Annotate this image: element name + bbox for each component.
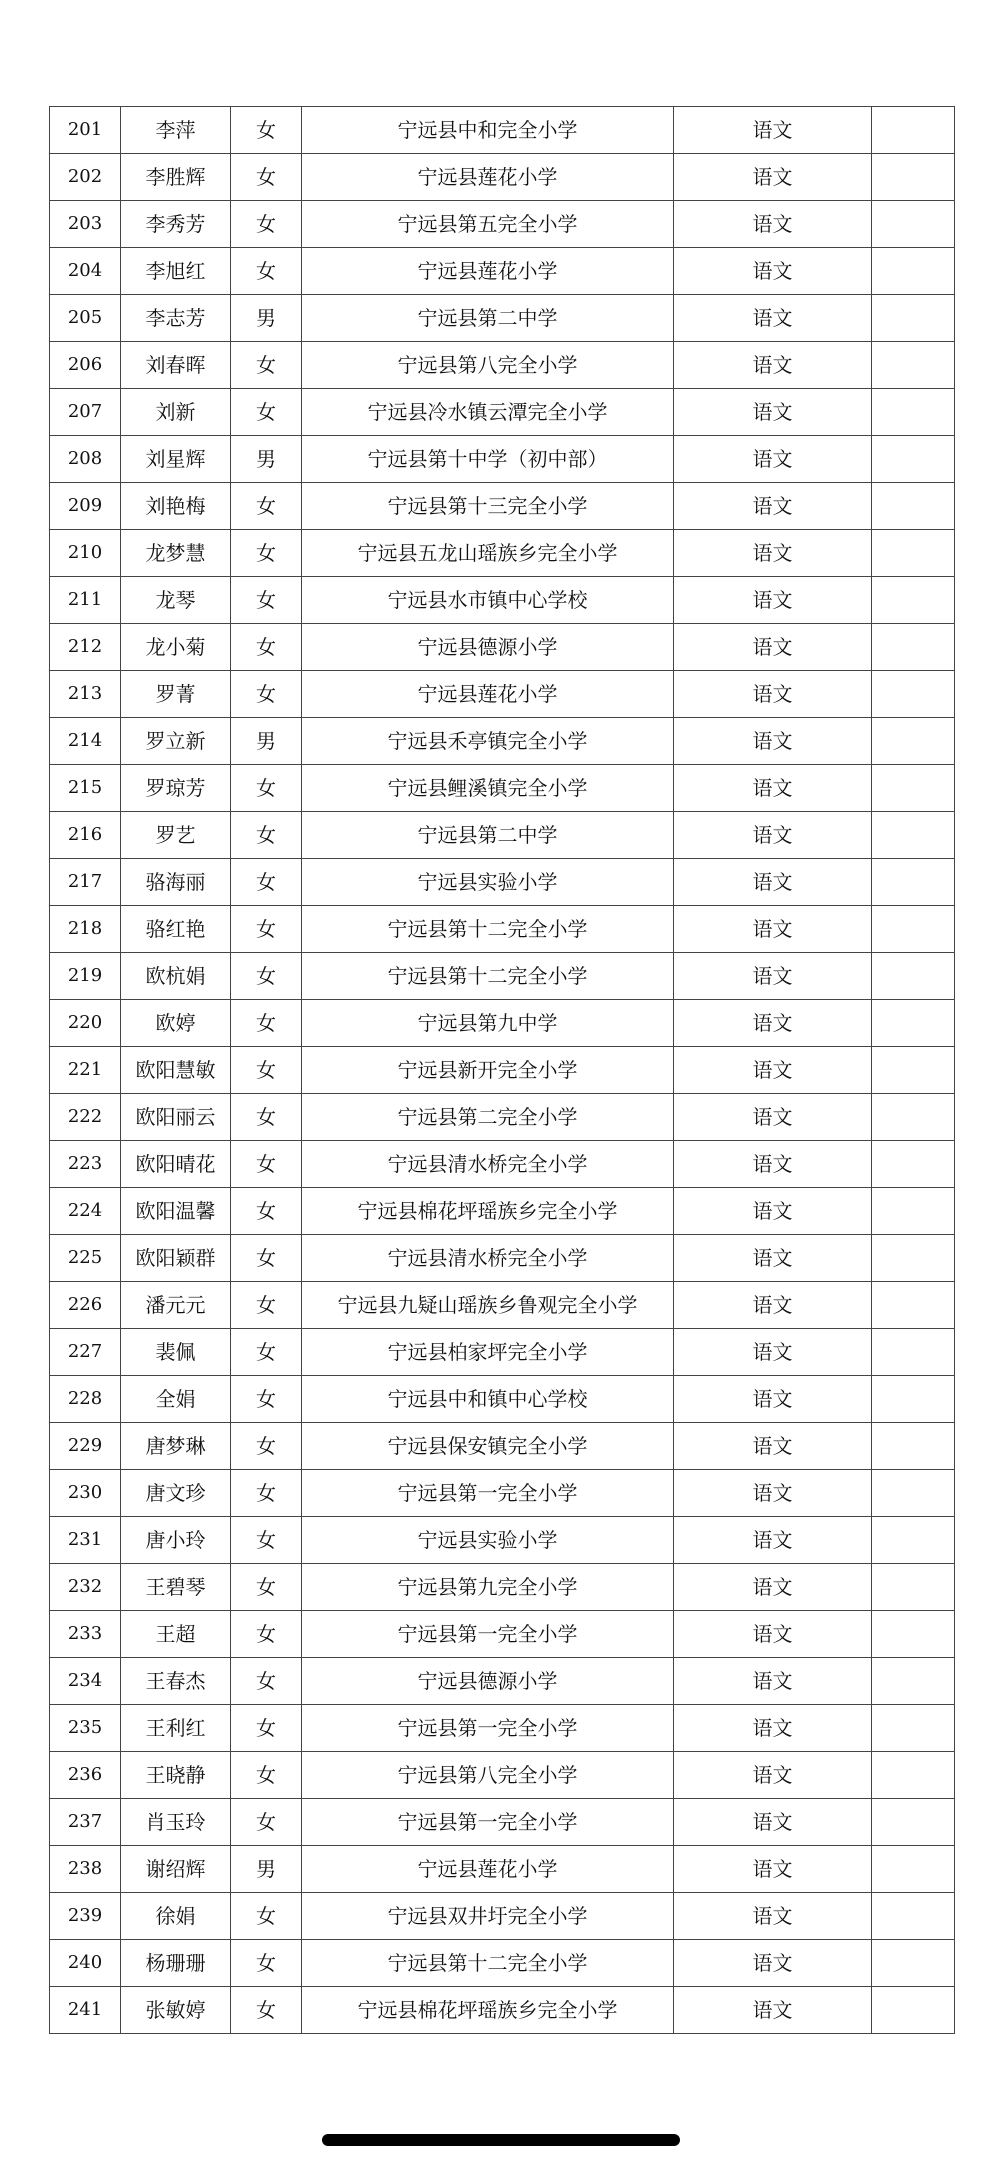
name-cell: 罗立新 [121,718,231,765]
table-row [50,1329,955,1376]
remark-cell [872,1611,955,1658]
subject-cell: 语文 [674,1282,872,1329]
subject-cell: 语文 [674,577,872,624]
gender-cell: 女 [231,1658,302,1705]
gender-cell: 女 [231,1423,302,1470]
name-cell: 唐梦琳 [121,1423,231,1470]
table-row [50,483,955,530]
gender-cell: 女 [231,107,302,154]
gender-cell: 男 [231,718,302,765]
gender-cell: 男 [231,436,302,483]
name-cell: 唐文珍 [121,1470,231,1517]
gender-cell: 女 [231,154,302,201]
subject-cell: 语文 [674,1658,872,1705]
school-cell: 宁远县莲花小学 [302,671,674,718]
school-cell: 宁远县德源小学 [302,1658,674,1705]
roster-table [49,106,955,2034]
gender-cell: 女 [231,1940,302,1987]
gender-cell: 女 [231,1752,302,1799]
remark-cell [872,483,955,530]
subject-cell: 语文 [674,812,872,859]
remark-cell [872,1846,955,1893]
table-row [50,1517,955,1564]
gender-cell: 女 [231,953,302,1000]
subject-cell: 语文 [674,765,872,812]
table-row [50,248,955,295]
table-row [50,201,955,248]
name-cell: 欧阳丽云 [121,1094,231,1141]
remark-cell [872,1329,955,1376]
table-row [50,859,955,906]
subject-cell: 语文 [674,671,872,718]
name-cell: 李萍 [121,107,231,154]
remark-cell [872,1987,955,2034]
remark-cell [872,436,955,483]
name-cell: 欧婷 [121,1000,231,1047]
row-number-cell: 201 [50,107,121,154]
gender-cell: 女 [231,624,302,671]
table-row [50,436,955,483]
gender-cell: 女 [231,1987,302,2034]
table-row [50,342,955,389]
row-number-cell: 218 [50,906,121,953]
name-cell: 龙梦慧 [121,530,231,577]
subject-cell: 语文 [674,248,872,295]
table-row [50,1141,955,1188]
gender-cell: 女 [231,1000,302,1047]
table-row [50,1423,955,1470]
remark-cell [872,1564,955,1611]
school-cell: 宁远县第五完全小学 [302,201,674,248]
remark-cell [872,577,955,624]
row-number-cell: 226 [50,1282,121,1329]
row-number-cell: 230 [50,1470,121,1517]
gender-cell: 女 [231,859,302,906]
row-number-cell: 215 [50,765,121,812]
subject-cell: 语文 [674,953,872,1000]
row-number-cell: 233 [50,1611,121,1658]
name-cell: 骆红艳 [121,906,231,953]
gender-cell: 女 [231,342,302,389]
school-cell: 宁远县鲤溪镇完全小学 [302,765,674,812]
subject-cell: 语文 [674,1047,872,1094]
school-cell: 宁远县莲花小学 [302,248,674,295]
table-row [50,1470,955,1517]
gender-cell: 女 [231,389,302,436]
row-number-cell: 204 [50,248,121,295]
table-row [50,577,955,624]
table-row [50,389,955,436]
gender-cell: 女 [231,1141,302,1188]
school-cell: 宁远县第二完全小学 [302,1094,674,1141]
school-cell: 宁远县第一完全小学 [302,1470,674,1517]
subject-cell: 语文 [674,154,872,201]
subject-cell: 语文 [674,906,872,953]
subject-cell: 语文 [674,530,872,577]
name-cell: 裴佩 [121,1329,231,1376]
school-cell: 宁远县第十二完全小学 [302,953,674,1000]
gender-cell: 女 [231,248,302,295]
row-number-cell: 209 [50,483,121,530]
name-cell: 张敏婷 [121,1987,231,2034]
name-cell: 罗菁 [121,671,231,718]
row-number-cell: 222 [50,1094,121,1141]
school-cell: 宁远县莲花小学 [302,1846,674,1893]
subject-cell: 语文 [674,483,872,530]
name-cell: 王晓静 [121,1752,231,1799]
subject-cell: 语文 [674,1705,872,1752]
table-row [50,812,955,859]
gender-cell: 女 [231,1564,302,1611]
remark-cell [872,1047,955,1094]
table-row [50,154,955,201]
remark-cell [872,1705,955,1752]
row-number-cell: 227 [50,1329,121,1376]
row-number-cell: 232 [50,1564,121,1611]
remark-cell [872,1940,955,1987]
table-row [50,1000,955,1047]
name-cell: 李志芳 [121,295,231,342]
row-number-cell: 228 [50,1376,121,1423]
name-cell: 欧阳晴花 [121,1141,231,1188]
gender-cell: 女 [231,1517,302,1564]
table-row [50,1611,955,1658]
remark-cell [872,1423,955,1470]
row-number-cell: 229 [50,1423,121,1470]
name-cell: 骆海丽 [121,859,231,906]
row-number-cell: 225 [50,1235,121,1282]
subject-cell: 语文 [674,718,872,765]
row-number-cell: 241 [50,1987,121,2034]
name-cell: 王碧琴 [121,1564,231,1611]
table-row [50,718,955,765]
row-number-cell: 238 [50,1846,121,1893]
remark-cell [872,1893,955,1940]
remark-cell [872,154,955,201]
table-row [50,671,955,718]
school-cell: 宁远县第十三完全小学 [302,483,674,530]
school-cell: 宁远县中和完全小学 [302,107,674,154]
remark-cell [872,389,955,436]
subject-cell: 语文 [674,1423,872,1470]
remark-cell [872,1658,955,1705]
name-cell: 欧阳颖群 [121,1235,231,1282]
table-row [50,1987,955,2034]
table-row [50,295,955,342]
remark-cell [872,1235,955,1282]
school-cell: 宁远县第九中学 [302,1000,674,1047]
table-row [50,107,955,154]
name-cell: 罗艺 [121,812,231,859]
name-cell: 谢绍辉 [121,1846,231,1893]
row-number-cell: 212 [50,624,121,671]
subject-cell: 语文 [674,1235,872,1282]
subject-cell: 语文 [674,1987,872,2034]
subject-cell: 语文 [674,1141,872,1188]
table-row [50,1282,955,1329]
name-cell: 刘春晖 [121,342,231,389]
subject-cell: 语文 [674,295,872,342]
school-cell: 宁远县五龙山瑶族乡完全小学 [302,530,674,577]
subject-cell: 语文 [674,201,872,248]
remark-cell [872,201,955,248]
row-number-cell: 236 [50,1752,121,1799]
gender-cell: 女 [231,530,302,577]
gender-cell: 女 [231,1705,302,1752]
row-number-cell: 214 [50,718,121,765]
gender-cell: 女 [231,1893,302,1940]
school-cell: 宁远县实验小学 [302,859,674,906]
subject-cell: 语文 [674,1000,872,1047]
row-number-cell: 237 [50,1799,121,1846]
row-number-cell: 203 [50,201,121,248]
table-row [50,1376,955,1423]
remark-cell [872,765,955,812]
remark-cell [872,1094,955,1141]
remark-cell [872,1517,955,1564]
row-number-cell: 231 [50,1517,121,1564]
remark-cell [872,1282,955,1329]
name-cell: 徐娟 [121,1893,231,1940]
row-number-cell: 235 [50,1705,121,1752]
school-cell: 宁远县第十二完全小学 [302,906,674,953]
name-cell: 肖玉玲 [121,1799,231,1846]
gender-cell: 女 [231,812,302,859]
gender-cell: 女 [231,671,302,718]
school-cell: 宁远县第一完全小学 [302,1611,674,1658]
table-row [50,1940,955,1987]
table-row [50,1658,955,1705]
name-cell: 李旭红 [121,248,231,295]
subject-cell: 语文 [674,1517,872,1564]
remark-cell [872,812,955,859]
gender-cell: 女 [231,1047,302,1094]
name-cell: 龙小菊 [121,624,231,671]
school-cell: 宁远县第一完全小学 [302,1799,674,1846]
row-number-cell: 206 [50,342,121,389]
name-cell: 刘星辉 [121,436,231,483]
row-number-cell: 211 [50,577,121,624]
table-row [50,906,955,953]
school-cell: 宁远县第十中学（初中部） [302,436,674,483]
remark-cell [872,1141,955,1188]
remark-cell [872,1799,955,1846]
school-cell: 宁远县第一完全小学 [302,1705,674,1752]
subject-cell: 语文 [674,1846,872,1893]
gender-cell: 女 [231,1329,302,1376]
row-number-cell: 205 [50,295,121,342]
remark-cell [872,624,955,671]
gender-cell: 女 [231,765,302,812]
school-cell: 宁远县第十二完全小学 [302,1940,674,1987]
subject-cell: 语文 [674,107,872,154]
table-row [50,1893,955,1940]
school-cell: 宁远县德源小学 [302,624,674,671]
name-cell: 王春杰 [121,1658,231,1705]
school-cell: 宁远县清水桥完全小学 [302,1235,674,1282]
table-row [50,765,955,812]
subject-cell: 语文 [674,1329,872,1376]
row-number-cell: 216 [50,812,121,859]
table-row [50,1564,955,1611]
remark-cell [872,342,955,389]
school-cell: 宁远县第九完全小学 [302,1564,674,1611]
school-cell: 宁远县水市镇中心学校 [302,577,674,624]
gender-cell: 女 [231,1282,302,1329]
remark-cell [872,107,955,154]
school-cell: 宁远县保安镇完全小学 [302,1423,674,1470]
gender-cell: 女 [231,1611,302,1658]
row-number-cell: 239 [50,1893,121,1940]
school-cell: 宁远县九疑山瑶族乡鲁观完全小学 [302,1282,674,1329]
row-number-cell: 219 [50,953,121,1000]
remark-cell [872,859,955,906]
remark-cell [872,248,955,295]
subject-cell: 语文 [674,436,872,483]
school-cell: 宁远县中和镇中心学校 [302,1376,674,1423]
name-cell: 杨珊珊 [121,1940,231,1987]
subject-cell: 语文 [674,1564,872,1611]
gender-cell: 女 [231,906,302,953]
row-number-cell: 213 [50,671,121,718]
table-row [50,1846,955,1893]
table-row [50,1235,955,1282]
school-cell: 宁远县禾亭镇完全小学 [302,718,674,765]
row-number-cell: 223 [50,1141,121,1188]
remark-cell [872,953,955,1000]
remark-cell [872,1000,955,1047]
subject-cell: 语文 [674,1799,872,1846]
row-number-cell: 221 [50,1047,121,1094]
subject-cell: 语文 [674,1470,872,1517]
name-cell: 李秀芳 [121,201,231,248]
home-indicator[interactable] [322,2134,680,2146]
table-row [50,530,955,577]
name-cell: 欧阳温馨 [121,1188,231,1235]
subject-cell: 语文 [674,389,872,436]
name-cell: 王超 [121,1611,231,1658]
name-cell: 李胜辉 [121,154,231,201]
gender-cell: 女 [231,577,302,624]
name-cell: 刘新 [121,389,231,436]
subject-cell: 语文 [674,1094,872,1141]
gender-cell: 男 [231,1846,302,1893]
subject-cell: 语文 [674,624,872,671]
gender-cell: 女 [231,1799,302,1846]
school-cell: 宁远县冷水镇云潭完全小学 [302,389,674,436]
name-cell: 龙琴 [121,577,231,624]
row-number-cell: 240 [50,1940,121,1987]
gender-cell: 女 [231,1376,302,1423]
gender-cell: 女 [231,1470,302,1517]
name-cell: 全娟 [121,1376,231,1423]
subject-cell: 语文 [674,1376,872,1423]
subject-cell: 语文 [674,1893,872,1940]
remark-cell [872,1376,955,1423]
remark-cell [872,1470,955,1517]
table-row [50,1047,955,1094]
name-cell: 潘元元 [121,1282,231,1329]
row-number-cell: 217 [50,859,121,906]
school-cell: 宁远县新开完全小学 [302,1047,674,1094]
name-cell: 唐小玲 [121,1517,231,1564]
school-cell: 宁远县双井圩完全小学 [302,1893,674,1940]
remark-cell [872,671,955,718]
remark-cell [872,906,955,953]
gender-cell: 女 [231,483,302,530]
name-cell: 欧杭娟 [121,953,231,1000]
row-number-cell: 208 [50,436,121,483]
table-row [50,1188,955,1235]
row-number-cell: 202 [50,154,121,201]
gender-cell: 女 [231,1188,302,1235]
subject-cell: 语文 [674,1940,872,1987]
subject-cell: 语文 [674,1752,872,1799]
school-cell: 宁远县第二中学 [302,295,674,342]
name-cell: 刘艳梅 [121,483,231,530]
roster-table-body [50,107,955,2034]
name-cell: 欧阳慧敏 [121,1047,231,1094]
subject-cell: 语文 [674,342,872,389]
subject-cell: 语文 [674,1188,872,1235]
name-cell: 王利红 [121,1705,231,1752]
school-cell: 宁远县第八完全小学 [302,1752,674,1799]
remark-cell [872,295,955,342]
table-row [50,1752,955,1799]
remark-cell [872,718,955,765]
gender-cell: 女 [231,1235,302,1282]
gender-cell: 男 [231,295,302,342]
row-number-cell: 220 [50,1000,121,1047]
school-cell: 宁远县第二中学 [302,812,674,859]
remark-cell [872,1188,955,1235]
school-cell: 宁远县实验小学 [302,1517,674,1564]
school-cell: 宁远县棉花坪瑶族乡完全小学 [302,1188,674,1235]
table-row [50,953,955,1000]
gender-cell: 女 [231,201,302,248]
subject-cell: 语文 [674,1611,872,1658]
subject-cell: 语文 [674,859,872,906]
remark-cell [872,1752,955,1799]
gender-cell: 女 [231,1094,302,1141]
row-number-cell: 210 [50,530,121,577]
table-row [50,1705,955,1752]
name-cell: 罗琼芳 [121,765,231,812]
school-cell: 宁远县棉花坪瑶族乡完全小学 [302,1987,674,2034]
table-row [50,1799,955,1846]
school-cell: 宁远县柏家坪完全小学 [302,1329,674,1376]
school-cell: 宁远县第八完全小学 [302,342,674,389]
row-number-cell: 207 [50,389,121,436]
school-cell: 宁远县莲花小学 [302,154,674,201]
row-number-cell: 234 [50,1658,121,1705]
table-row [50,624,955,671]
table-row [50,1094,955,1141]
row-number-cell: 224 [50,1188,121,1235]
school-cell: 宁远县清水桥完全小学 [302,1141,674,1188]
remark-cell [872,530,955,577]
